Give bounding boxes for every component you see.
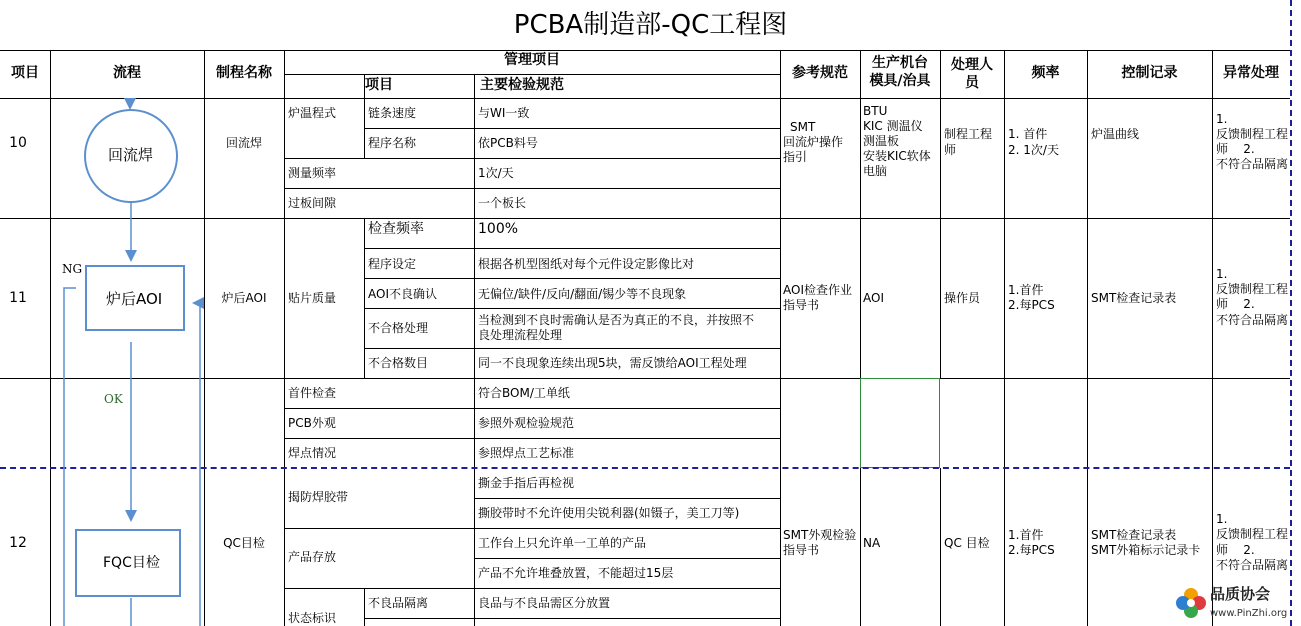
row11b-first: 首件检查	[288, 386, 337, 400]
flow-ng-label: NG	[62, 262, 83, 276]
row12-freq: 1.首件	[1008, 528, 1044, 542]
row10-measure-freq: 测量频率	[288, 166, 337, 180]
row12-tape: 揭防焊胶带	[288, 490, 349, 504]
row12-exception: 1.	[1216, 512, 1228, 526]
row11-ng-handle-spec: 良处理流程处理	[478, 328, 563, 342]
header-item-no: 项目	[11, 65, 39, 81]
row12-exception: 不符合品隔离	[1216, 558, 1289, 572]
row12-exception: 反馈制程工程	[1216, 527, 1289, 541]
row12-ref: 指导书	[783, 543, 820, 557]
row10-no: 10	[9, 135, 27, 151]
row12-storage: 产品存放	[288, 550, 337, 564]
row10-board-gap: 过板间隙	[288, 196, 337, 210]
header-handler-l1: 处理人	[951, 57, 993, 73]
row11-aoi-bad-spec: 无偏位/缺件/反向/翻面/锡少等不良现象	[478, 287, 687, 301]
row10-machine: 安装KIC软体	[863, 149, 931, 163]
row11-program-set-spec: 根据各机型图纸对每个元件设定影像比对	[478, 257, 695, 271]
flow-ok-label: OK	[104, 392, 123, 406]
row12-record: SMT检查记录表	[1091, 528, 1177, 542]
row12-storage-spec: 产品不允许堆叠放置，不能超过15层	[478, 566, 674, 580]
flow-aoi-label: 炉后AOI	[106, 290, 163, 308]
row10-measure-freq-spec: 1次/天	[478, 166, 514, 180]
header-flow: 流程	[113, 65, 141, 81]
row11-process: 炉后AOI	[221, 291, 267, 305]
row11b-first-spec: 符合BOM/工单纸	[478, 386, 570, 400]
row10-ref: 回流炉操作	[783, 135, 844, 149]
row12-process: QC目检	[223, 536, 265, 550]
row11-ng-handle-spec: 当检测到不良时需确认是否为真正的不良，并按照不	[478, 313, 755, 327]
row11-freq: 2.每PCS	[1008, 298, 1055, 312]
logo-url: www.PinZhi.org	[1210, 608, 1288, 619]
row10-exception: 1.	[1216, 112, 1228, 126]
header-exception: 异常处理	[1223, 65, 1279, 81]
row11-freq: 1.首件	[1008, 283, 1044, 297]
row10-handler: 制程工程	[944, 127, 993, 141]
header-handler-l2: 员	[965, 75, 979, 91]
row11-aoi-bad: AOI不良确认	[368, 287, 437, 301]
row11-ref: AOI检查作业	[783, 283, 852, 297]
page-title: PCBA制造部-QC工程图	[513, 10, 788, 40]
row10-ref: 指引	[783, 150, 808, 164]
row11-group: 贴片质量	[288, 291, 337, 305]
row10-chain-speed: 链条速度	[368, 106, 417, 120]
row10-board-gap-spec: 一个板长	[478, 196, 527, 210]
header-frequency: 频率	[1031, 65, 1060, 81]
row12-exception: 师 2.	[1216, 543, 1255, 557]
row11-machine: AOI	[863, 291, 884, 305]
row10-machine: KIC 测温仪	[863, 119, 923, 133]
row11b-pcb: PCB外观	[288, 416, 336, 430]
header-main-spec: 主要检验规范	[480, 77, 564, 93]
row12-isolation: 不良品隔离	[368, 596, 429, 610]
row12-handler: QC 目检	[944, 536, 990, 550]
row11b-solder-spec: 参照焊点工艺标准	[478, 446, 575, 460]
row10-exception: 师 2.	[1216, 142, 1255, 156]
row10-program-name-spec: 依PCB料号	[478, 136, 538, 150]
row10-handler: 师	[944, 143, 957, 157]
header-machine-l1: 生产机台	[872, 55, 928, 71]
row10-freq: 1. 首件	[1008, 127, 1048, 141]
row11-no: 11	[9, 290, 27, 306]
header-machine-l2: 模具/治具	[869, 73, 931, 89]
header-control-record: 控制记录	[1121, 65, 1178, 81]
row10-exception: 反馈制程工程	[1216, 127, 1289, 141]
row10-ref: SMT	[790, 120, 816, 134]
row11-ng-count-spec: 同一不良现象连续出现5块，需反馈给AOI工程处理	[478, 356, 747, 370]
flow-reflow-label: 回流焊	[108, 146, 154, 164]
row12-ref: SMT外观检验	[783, 528, 857, 542]
row12-status: 状态标识	[288, 611, 337, 625]
row12-storage-spec: 工作台上只允许单一工单的产品	[478, 536, 647, 550]
row11-check-freq-spec: 100%	[478, 221, 519, 237]
row11-program-set: 程序设定	[368, 257, 417, 271]
row12-isolation-spec: 良品与不良品需区分放置	[478, 596, 611, 610]
logo-name: 品质协会	[1210, 585, 1271, 603]
flow-fqc-label: FQC目检	[103, 555, 160, 571]
row10-freq: 2. 1次/天	[1008, 143, 1059, 157]
row10-process: 回流焊	[225, 136, 262, 150]
row11-exception: 1.	[1216, 267, 1228, 281]
row11b-pcb-spec: 参照外观检验规范	[478, 416, 575, 430]
row10-machine: 测温板	[863, 134, 900, 148]
row11-ref: 指导书	[783, 298, 820, 312]
flower-icon	[1174, 586, 1208, 620]
row10-exception: 不符合品隔离	[1216, 157, 1289, 171]
header-process-name: 制程名称	[216, 65, 272, 81]
row11-exception: 师 2.	[1216, 297, 1255, 311]
row12-tape-spec: 撕胶带时不允许使用尖锐利器(如镊子，美工刀等)	[478, 506, 740, 520]
row10-machine: BTU	[863, 104, 888, 118]
row12-no: 12	[9, 535, 27, 551]
header-management: 管理项目	[504, 52, 560, 68]
row11-handler: 操作员	[944, 291, 981, 305]
pinzhi-logo	[1174, 584, 1294, 624]
row10-group: 炉温程式	[288, 106, 337, 120]
row12-tape-spec: 撕金手指后再检视	[478, 476, 575, 490]
row11-ng-count: 不合格数目	[368, 356, 429, 370]
row11-record: SMT检查记录表	[1091, 291, 1177, 305]
row11-exception: 不符合品隔离	[1216, 313, 1289, 327]
row12-record: SMT外箱标示记录卡	[1091, 543, 1201, 557]
row10-program-name: 程序名称	[368, 136, 417, 150]
row11b-solder: 焊点情况	[288, 446, 337, 460]
row12-machine: NA	[863, 536, 881, 550]
row10-chain-speed-spec: 与WI一致	[478, 106, 530, 120]
flow-diagram	[50, 98, 204, 626]
row10-machine: 电脑	[863, 164, 888, 178]
row11-exception: 反馈制程工程	[1216, 282, 1289, 296]
row11-check-freq: 检查频率	[368, 221, 424, 237]
header-ref-spec: 参考规范	[792, 65, 848, 81]
header-sub-item: 项目	[365, 77, 393, 93]
row12-freq: 2.每PCS	[1008, 543, 1055, 557]
row10-record: 炉温曲线	[1091, 127, 1140, 141]
row11-ng-handle: 不合格处理	[368, 321, 429, 335]
